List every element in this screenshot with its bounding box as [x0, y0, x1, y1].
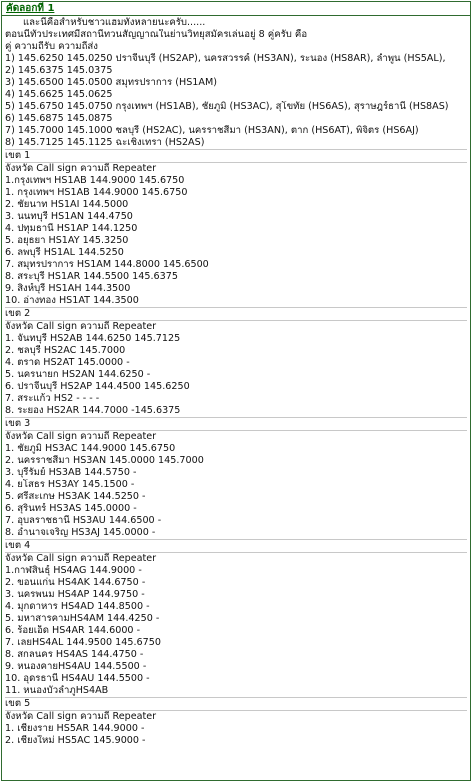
post-container [1, 1, 471, 781]
station-row: 2. นครราชสีมา HS3AN 145.0000 145.7000 [5, 455, 204, 466]
station-row: 4. มุกดาหาร HS4AD 144.8500 - [5, 601, 150, 612]
station-row: 9. สิงห์บุรี HS1AH 144.3500 [5, 283, 131, 294]
post-title-link[interactable]: คัดลอกที่ 1 [6, 3, 55, 14]
repeater-pair-line: 6) 145.6875 145.0875 [5, 113, 113, 124]
repeater-pair-line: 1) 145.6250 145.0250 ปราจีนบุรี (HS2AP), นครสวรรค์ (HS3AN), ระนอง (HS8AR), ลำพูน (HS5AL), [5, 53, 446, 64]
zone-table-header: จังหวัด Call sign ความถี่ Repeater [5, 553, 157, 564]
intro-line: คู่ ความถี่รับ ความถี่ส่ง [5, 41, 98, 52]
station-row: 5. นครนายก HS2AN 144.6250 - [5, 369, 151, 380]
repeater-pair-line: 2) 145.6375 145.0375 [5, 65, 113, 76]
station-row: 7. สมุทรปราการ HS1AM 144.8000 145.6500 [5, 259, 209, 270]
station-row: 9. หนองคายHS4AU 144.5500 - [5, 661, 147, 672]
repeater-pair-line: 3) 145.6500 145.0500 สมุทรปราการ (HS1AM) [5, 77, 217, 88]
station-row: 8. อำนาจเจริญ HS3AJ 145.0000 - [5, 527, 156, 538]
station-row: 6. ร้อยเอ็ด HS4AR 144.6000 - [5, 625, 141, 636]
station-row: 7. สระแก้ว HS2 - - - - [5, 393, 100, 404]
station-row: 1.กรุงเทพฯ HS1AB 144.9000 145.6750 [5, 175, 185, 186]
zone-title: เขต 2 [5, 308, 31, 319]
station-row: 6. สุรินทร์ HS3AS 145.0000 - [5, 503, 137, 514]
intro-line: ตอนนี้ทั่วประเทศมีสถานีทวนสัญญาณในย่านวิทยุสมัครเล่นอยู่ 8 คู่ครับ คือ [5, 29, 308, 40]
station-row: 8. ระยอง HS2AR 144.7000 -145.6375 [5, 405, 181, 416]
repeater-pair-line: 5) 145.6750 145.0750 กรุงเทพฯ (HS1AB), ชัยภูมิ (HS3AC), สุโขทัย (HS6AS), สุราษฎร์ธานี (HS8AS) [5, 101, 449, 112]
station-row: 6. ปราจีนบุรี HS2AP 144.4500 145.6250 [5, 381, 190, 392]
station-row: 3. บุรีรัมย์ HS3AB 144.5750 - [5, 467, 137, 478]
zone-title: เขต 5 [5, 698, 31, 709]
station-row: 1. กรุงเทพฯ HS1AB 144.9000 145.6750 [5, 187, 188, 198]
station-row: 10. อุดรธานี HS4AU 144.5500 - [5, 673, 150, 684]
station-row: 4. ยโสธร HS3AY 145.1500 - [5, 479, 135, 490]
station-row: 2. เชียงใหม่ HS5AC 145.9000 - [5, 735, 146, 746]
repeater-pair-line: 7) 145.7000 145.1000 ชลบุรี (HS2AC), นครราชสีมา (HS3AN), ตาก (HS6AT), พิจิตร (HS6AJ) [5, 125, 419, 136]
station-row: 4. ตราด HS2AT 145.0000 - [5, 357, 130, 368]
intro-line: และนี้คือสำหรับชาวแฮมทั้งหลายนะครับ...... [23, 17, 206, 28]
zone-table-header: จังหวัด Call sign ความถี่ Repeater [5, 163, 157, 174]
station-row: 1. จันทบุรี HS2AB 144.6250 145.7125 [5, 333, 181, 344]
station-row: 5. อยุธยา HS1AY 145.3250 [5, 235, 129, 246]
station-row: 3. นครพนม HS4AP 144.9750 - [5, 589, 145, 600]
zone-title: เขต 4 [5, 540, 31, 551]
station-row: 4. ปทุมธานี HS1AP 144.1250 [5, 223, 138, 234]
post-body [5, 17, 467, 747]
station-row: 7. เลยHS4AL 144.9500 145.6750 [5, 637, 161, 648]
station-row: 3. นนทบุรี HS1AN 144.4750 [5, 211, 133, 222]
station-row: 8. สระบุรี HS1AR 144.5500 145.6375 [5, 271, 178, 282]
zone-table-header: จังหวัด Call sign ความถี่ Repeater [5, 711, 157, 722]
zone-title: เขต 1 [5, 150, 31, 161]
zone-title: เขต 3 [5, 418, 31, 429]
station-row: 6. ลพบุรี HS1AL 144.5250 [5, 247, 124, 258]
station-row: 7. อุบลราชธานี HS3AU 144.6500 - [5, 515, 162, 526]
post-header [2, 2, 470, 16]
repeater-pair-line: 4) 145.6625 145.0625 [5, 89, 113, 100]
station-row: 2. ชัยนาท HS1AI 144.5000 [5, 199, 129, 210]
station-row: 2. ขอนแก่น HS4AK 144.6750 - [5, 577, 146, 588]
station-row: 5. ศรีสะเกษ HS3AK 144.5250 - [5, 491, 146, 502]
zone-table-header: จังหวัด Call sign ความถี่ Repeater [5, 431, 157, 442]
header-divider [2, 15, 470, 16]
station-row: 8. สกลนคร HS4AS 144.4750 - [5, 649, 144, 660]
station-row: 11. หนองบัวลำภูHS4AB [5, 685, 109, 696]
zone-table-header: จังหวัด Call sign ความถี่ Repeater [5, 321, 157, 332]
station-row: 2. ชลบุรี HS2AC 145.7000 [5, 345, 126, 356]
station-row: 1. ชัยภูมิ HS3AC 144.9000 145.6750 [5, 443, 176, 454]
repeater-pair-line: 8) 145.7125 145.1125 ฉะเชิงเทรา (HS2AS) [5, 137, 205, 148]
station-row: 1.กาฬสินธุ์ HS4AG 144.9000 - [5, 565, 142, 576]
station-row: 1. เชียงราย HS5AR 144.9000 - [5, 723, 145, 734]
station-row: 5. มหาสารคามHS4AM 144.4250 - [5, 613, 160, 624]
station-row: 10. อ่างทอง HS1AT 144.3500 [5, 295, 139, 306]
